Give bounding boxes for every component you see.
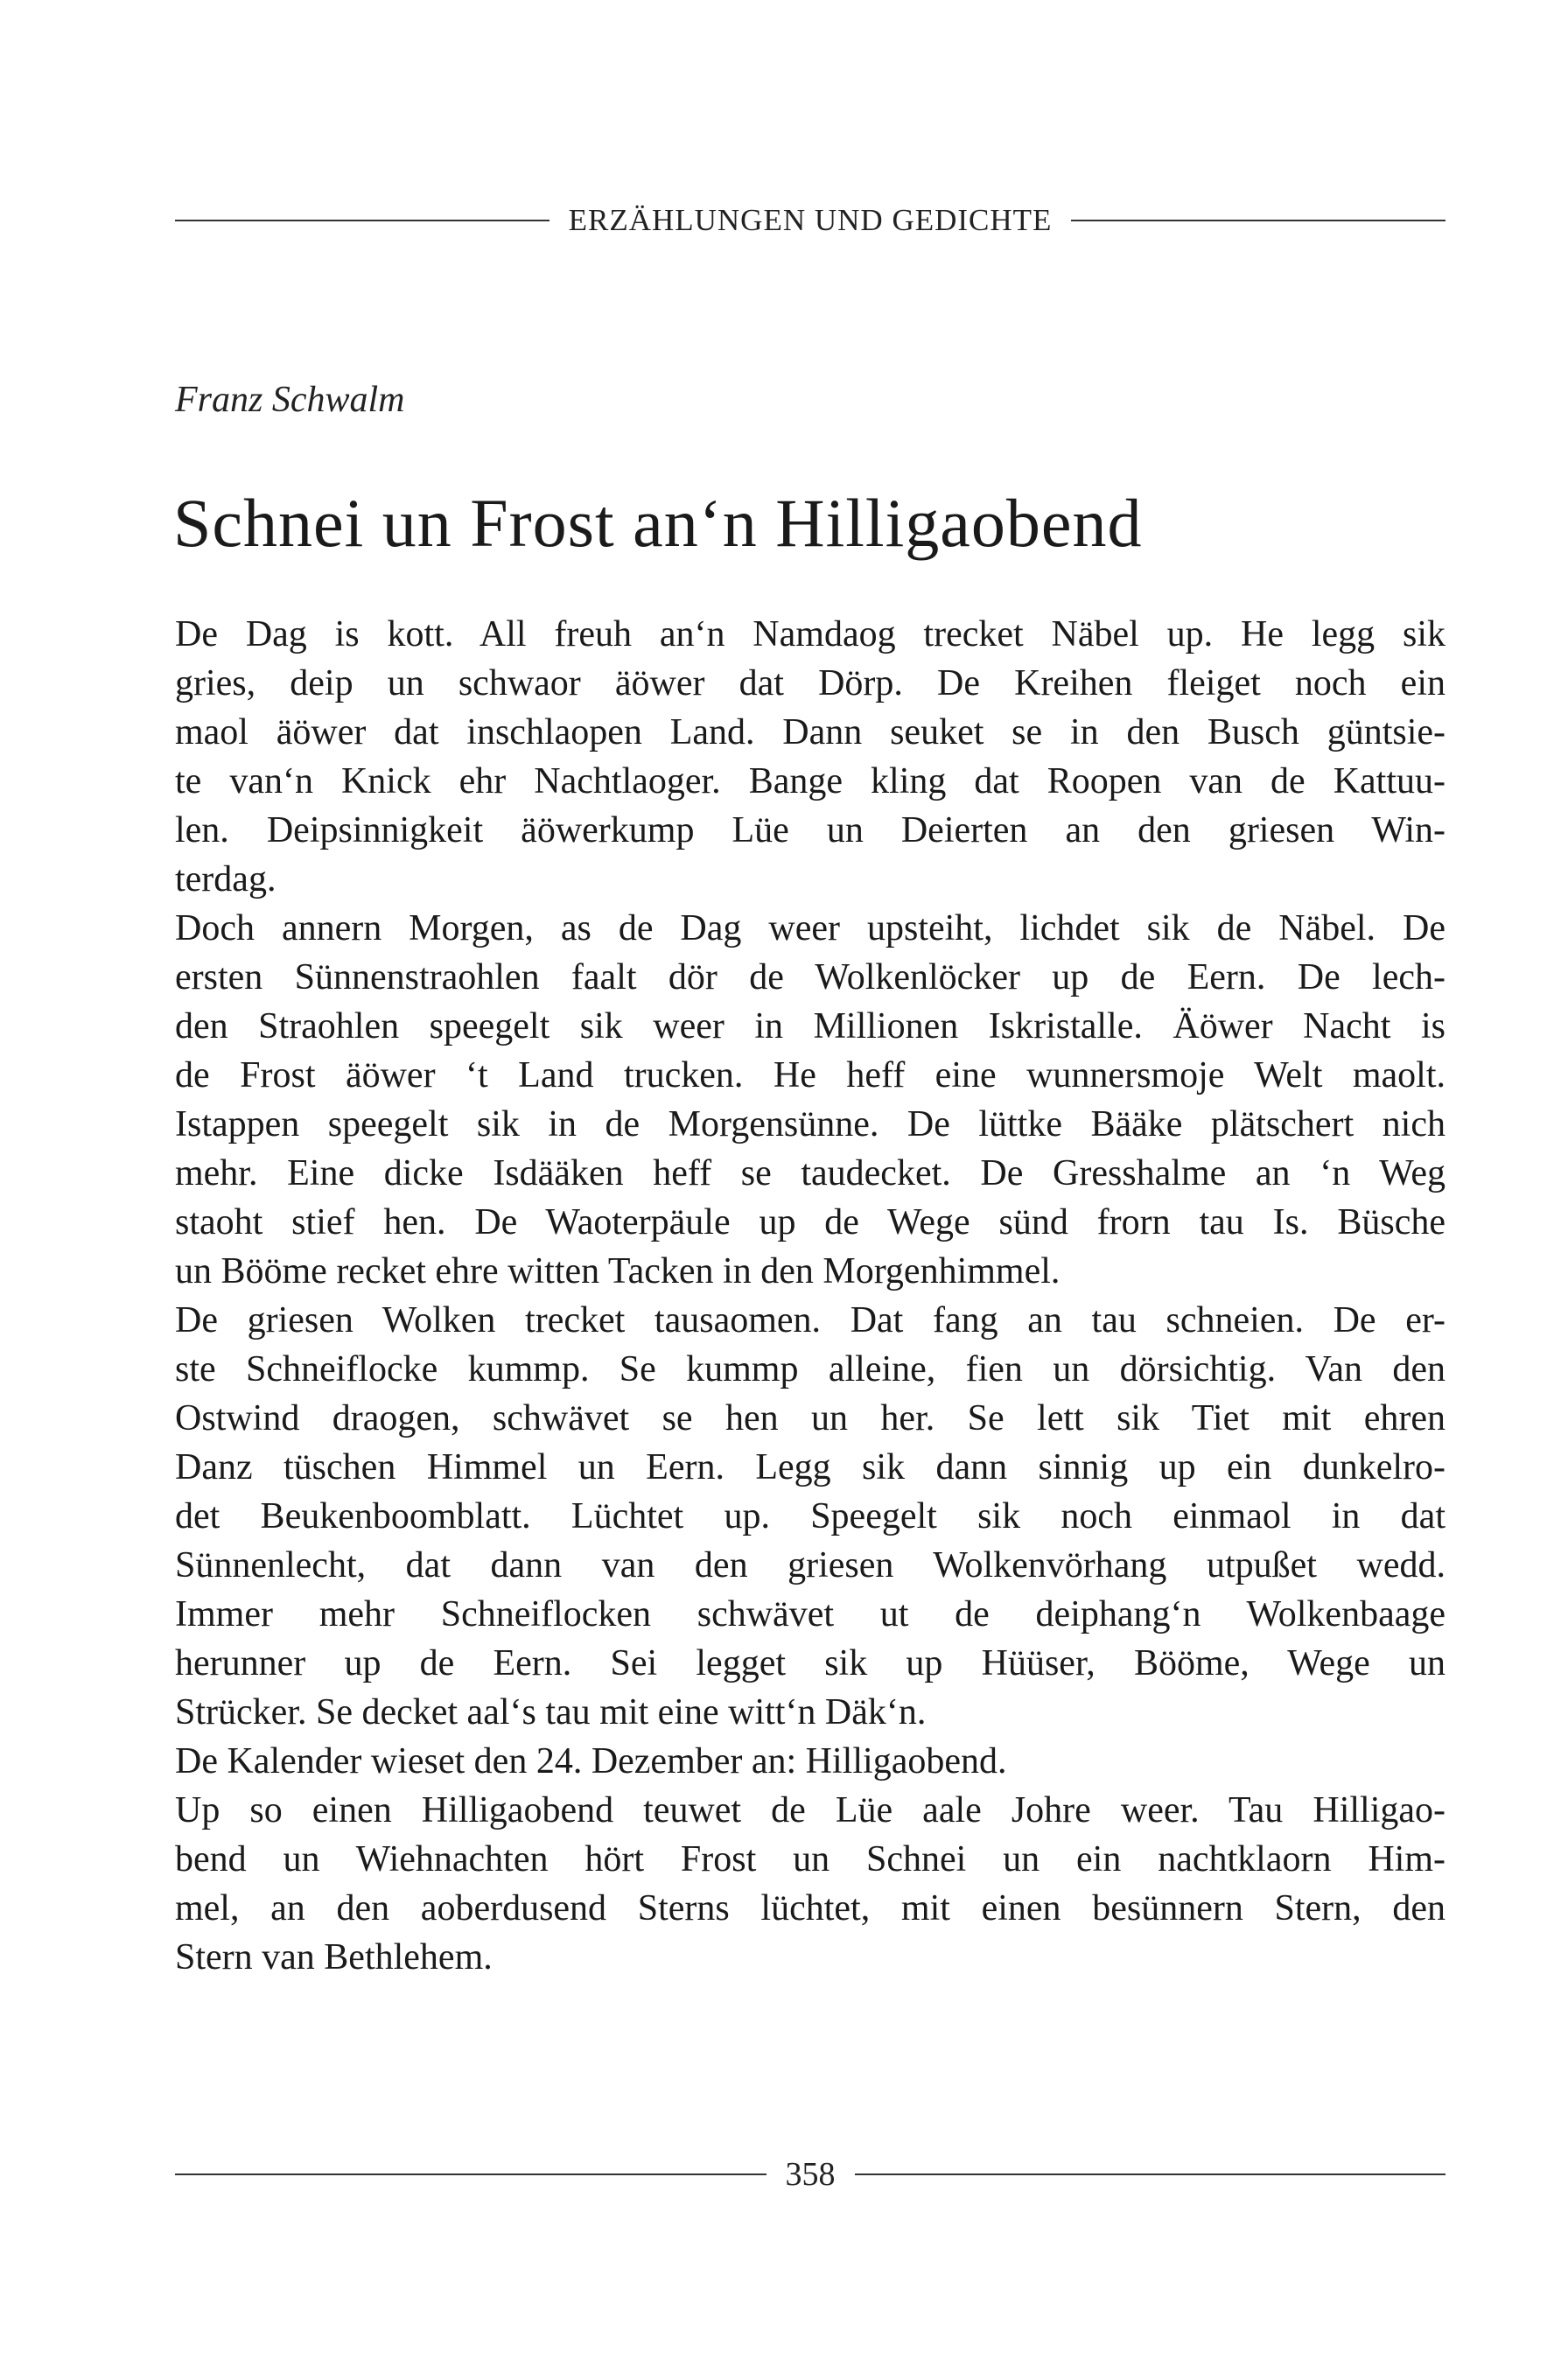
text-line: Danz tüschen Himmel un Eern. Legg sik dann sinnig up ein dunkelro-: [175, 1447, 1446, 1488]
footer-rule-left: [175, 2174, 766, 2175]
page-number: 358: [785, 2156, 836, 2193]
text-line: mehr. Eine dicke Isdääken heff se taudecket. De Gresshalme an ‘n Weg: [175, 1153, 1446, 1194]
story-title: Schnei un Frost an‘n Hilligaobend: [173, 485, 1143, 561]
text-line: maol äöwer dat inschlaopen Land. Dann seuket se in den Busch güntsie-: [175, 712, 1446, 752]
text-line: Immer mehr Schneiflocken schwävet ut de deiphang‘n Wolkenbaage: [175, 1594, 1446, 1634]
text-line: den Straohlen speegelt sik weer in Millionen Iskristalle. Äöwer Nacht is: [175, 1006, 1446, 1046]
text-line: Istappen speegelt sik in de Morgensünne. De lüttke Bääke plätschert nich: [175, 1104, 1446, 1144]
header-rule-left: [175, 220, 550, 221]
running-header: [175, 194, 1446, 247]
page-footer: [175, 2152, 1446, 2196]
text-line: herunner up de Eern. Sei legget sik up Hüüser, Bööme, Wege un: [175, 1643, 1446, 1684]
text-line: Stern van Bethlehem.: [175, 1937, 493, 1978]
text-line: ersten Sünnenstraohlen faalt dör de Wolkenlöcker up de Eern. De lech-: [175, 957, 1446, 998]
text-line: len. Deipsinnigkeit äöwerkump Lüe un Deierten an den griesen Win-: [175, 810, 1446, 850]
text-line: de Frost äöwer ‘t Land trucken. He heff eine wunnersmoje Welt maolt.: [175, 1055, 1446, 1096]
text-line: De Kalender wieset den 24. Dezember an: Hilligaobend.: [175, 1741, 1007, 1782]
text-line: Up so einen Hilligaobend teuwet de Lüe aale Johre weer. Tau Hilligao-: [175, 1790, 1446, 1830]
author-name: Franz Schwalm: [175, 380, 405, 420]
text-line: Sünnenlecht, dat dann van den griesen Wolkenvörhang utpußet wedd.: [175, 1545, 1446, 1586]
text-line: Ostwind draogen, schwävet se hen un her. Se lett sik Tiet mit ehren: [175, 1398, 1446, 1438]
text-line: un Bööme recket ehre witten Tacken in den Morgenhimmel.: [175, 1251, 1060, 1292]
text-line: De Dag is kott. All freuh an‘n Namdaog trecket Näbel up. He legg sik: [175, 614, 1446, 654]
text-line: De griesen Wolken trecket tausaomen. Dat fang an tau schneien. De er-: [175, 1300, 1446, 1340]
story-body: [175, 610, 1446, 1982]
text-line: terdag.: [175, 859, 276, 900]
text-line: Strücker. Se decket aal‘s tau mit eine witt‘n Däk‘n.: [175, 1692, 927, 1732]
text-line: bend un Wiehnachten hört Frost un Schnei un ein nachtklaorn Him-: [175, 1839, 1446, 1880]
footer-rule-right: [855, 2174, 1446, 2175]
text-line: det Beukenboomblatt. Lüchtet up. Speegelt sik noch einmaol in dat: [175, 1496, 1446, 1536]
text-line: te van‘n Knick ehr Nachtlaoger. Bange kling dat Roopen van de Kattuu-: [175, 761, 1446, 802]
text-line: mel, an den aoberdusend Sterns lüchtet, mit einen besünnern Stern, den: [175, 1888, 1446, 1928]
running-header-title: ERZÄHLUNGEN UND GEDICHTE: [568, 203, 1053, 237]
header-rule-right: [1071, 220, 1446, 221]
text-line: gries, deip un schwaor äöwer dat Dörp. De Kreihen fleiget noch ein: [175, 663, 1446, 704]
text-line: staoht stief hen. De Waoterpäule up de Wege sünd frorn tau Is. Büsche: [175, 1202, 1446, 1242]
text-line: Doch annern Morgen, as de Dag weer upsteiht, lichdet sik de Näbel. De: [175, 908, 1446, 948]
text-line: ste Schneiflocke kummp. Se kummp alleine, fien un dörsichtig. Van den: [175, 1349, 1446, 1390]
